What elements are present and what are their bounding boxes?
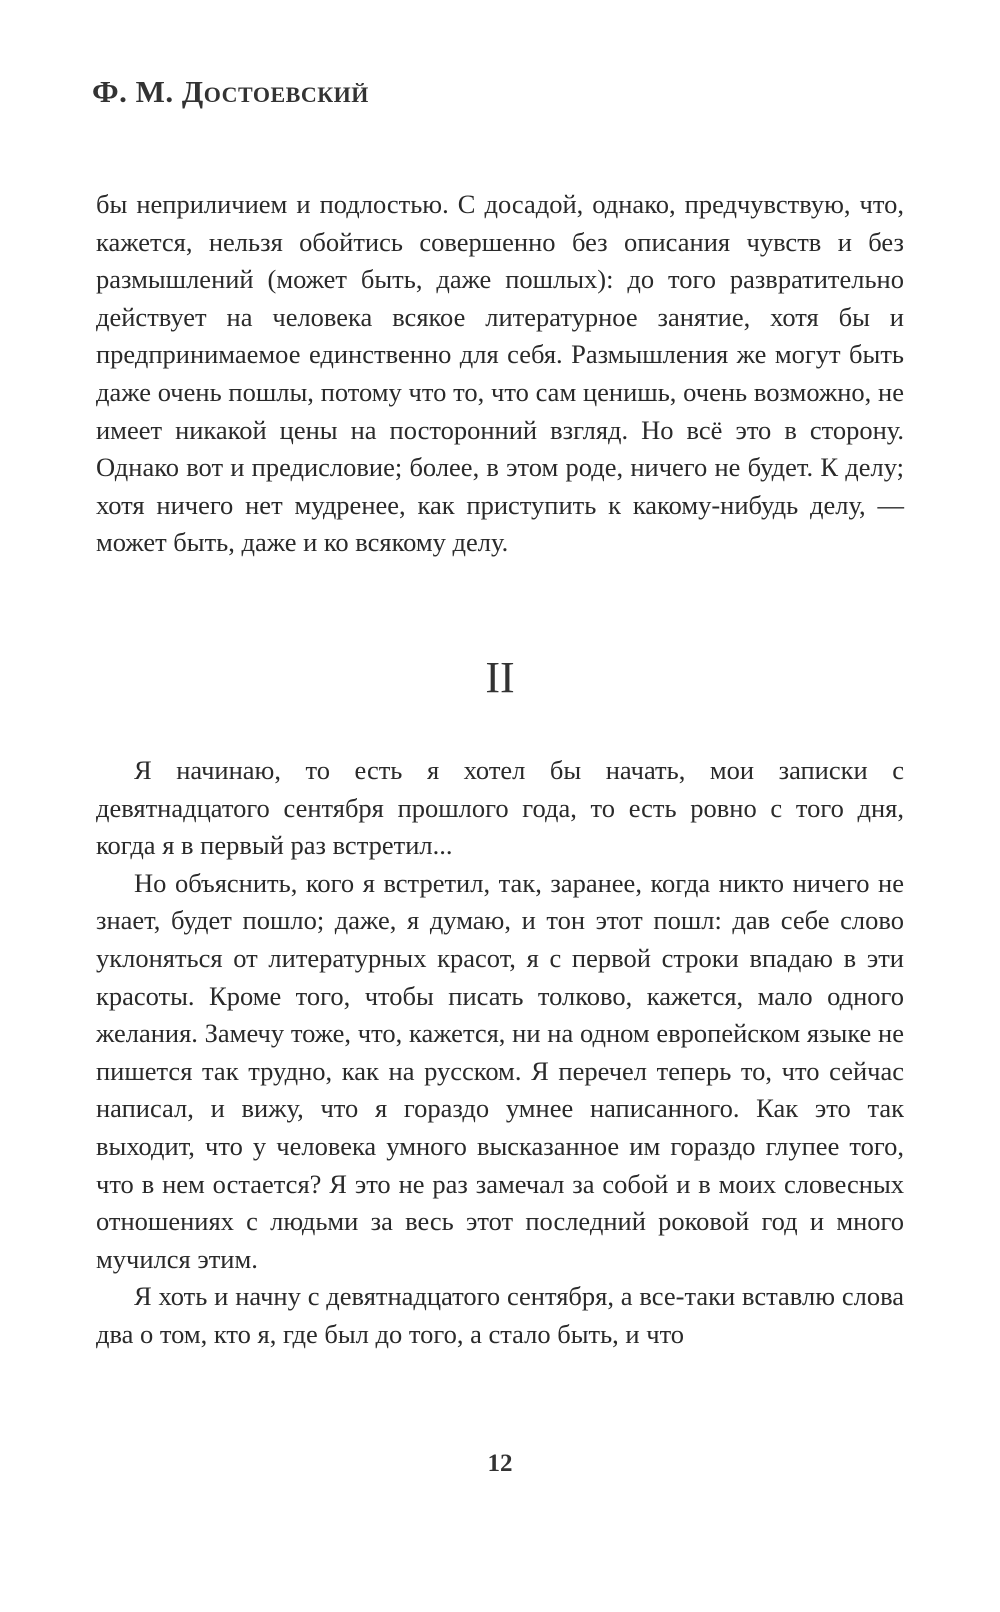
running-head-author: Ф. М. Достоевский: [92, 74, 369, 109]
chapter-heading: II: [485, 653, 515, 702]
paragraph: Но объяснить, кого я встретил, так, заранее, когда никто ничего не знает, будет пошло; даже, я думаю, и тон этот пошл: дав себе слово уклоняться от литературных красот, я с первой строки впадаю в эти красоты. Кроме того, чтобы писать толково, кажется, мало одного желания. Замечу тоже, что, кажется, ни на одном европейском языке не пишется так трудно, как на русском. Я перечел теперь то, что сейчас написал, и вижу, что я гораздо умнее написанного. Как это так выходит, что у человека умного высказанное им гораздо глупее того, что в нем остается? Я это не раз замечал за собой и в моих словесных отношениях с людьми за весь этот последний роковой год и много мучился этим.: [96, 867, 904, 1274]
chapter-text: [96, 752, 904, 1354]
paragraph: Я хоть и начну с девятнадцатого сентября, а все-таки вставлю слова два о том, кто я, где был до того, а стало быть, и что: [96, 1281, 904, 1349]
continuation-text: [96, 186, 904, 562]
page-number: 12: [487, 1450, 513, 1477]
paragraph: бы неприличием и подлостью. С досадой, однако, предчувствую, что, кажется, нельзя обойтись совершенно без описания чувств и без размышлений (может быть, даже пошлых): до того развратительно действует на человека всякое литературное занятие, хотя бы и предпринимаемое единственно для себя. Размышления же могут быть даже очень пошлы, потому что то, что сам ценишь, очень возможно, не имеет никакой цены на посторонний взгляд. Но всё это в сторону. Однако вот и предисловие; более, в этом роде, ничего не будет. К делу; хотя ничего нет мудренее, как приступить к какому-нибудь делу, — может быть, даже и ко всякому делу.: [96, 189, 904, 558]
paragraph: Я начинаю, то есть я хотел бы начать, мои записки с девятнадцатого сентября прошлого года, то есть ровно с того дня, когда я в первый раз встретил...: [96, 755, 904, 861]
